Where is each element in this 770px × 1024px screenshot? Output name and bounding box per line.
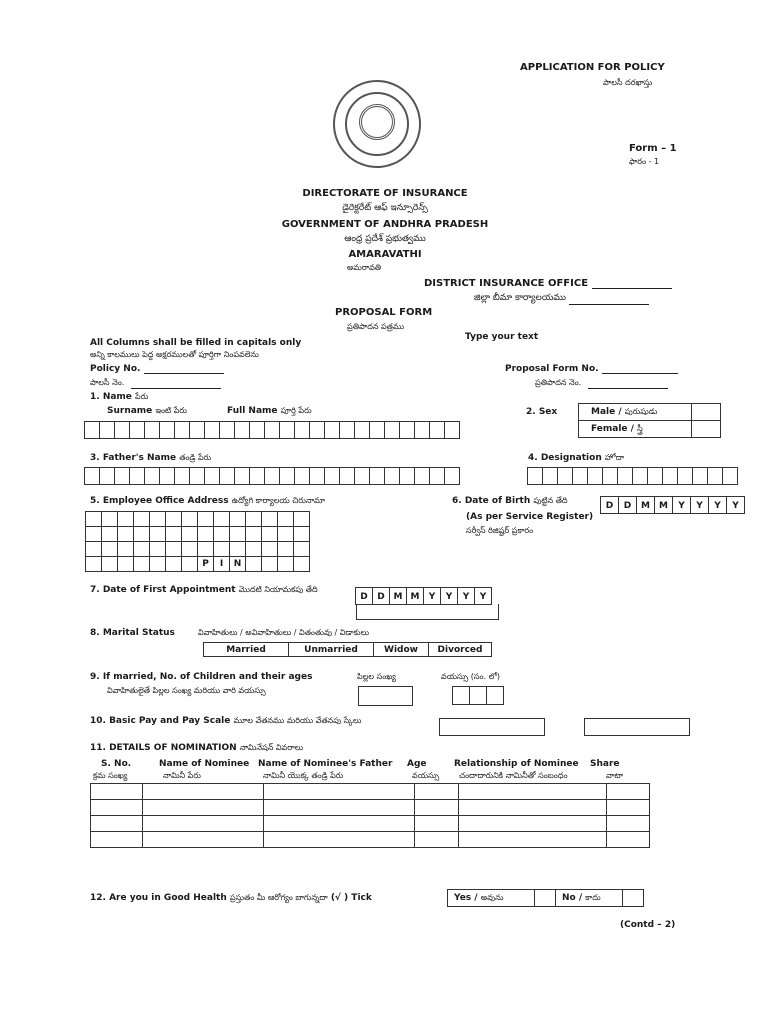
policy-no-te: పాలసీ నెం. [90, 378, 125, 387]
nomination-col-header-te: చందాదారునికి నామినీతో సంబంధం [459, 771, 568, 780]
char-box[interactable] [204, 421, 220, 439]
male-checkbox[interactable] [692, 404, 721, 421]
dept-te: డైరెక్టరేట్ ఆఫ్ ఇన్సూరెన్స్ [342, 203, 428, 213]
pay-scale-box[interactable] [584, 718, 690, 736]
pin-label-box: P [198, 557, 214, 572]
designation-label-te: హోదా [604, 453, 625, 462]
nomination-cell[interactable] [143, 784, 264, 800]
proposal-no-row [505, 364, 678, 374]
health-tick-label: (√ ) Tick [330, 893, 372, 903]
address-char-box[interactable] [262, 512, 278, 527]
children-count-box[interactable] [358, 686, 413, 706]
health-yes-option [448, 890, 535, 907]
children-label-te: వివాహితులైతే పిల్లల సంఖ్య మరియు వారి వయస్సు [107, 686, 266, 695]
address-char-box[interactable] [294, 542, 310, 557]
address-char-box[interactable] [102, 512, 118, 527]
char-box[interactable] [99, 421, 115, 439]
char-box[interactable] [234, 421, 250, 439]
district-office-te: జిల్లా బీమా కార్యాలయము [474, 293, 567, 303]
char-box[interactable] [309, 467, 325, 485]
nomination-cell[interactable] [607, 800, 650, 816]
nomination-cell[interactable] [415, 784, 459, 800]
policy-no-row [90, 364, 224, 374]
nomination-cell[interactable] [264, 832, 415, 848]
basic-pay-box[interactable] [439, 718, 545, 736]
health-label-row [90, 893, 372, 904]
govt-en: GOVERNMENT OF ANDHRA PRADESH [281, 219, 489, 230]
father-boxes [85, 467, 460, 485]
address-char-box[interactable] [134, 557, 150, 572]
health-no-label: No / [562, 892, 583, 903]
char-box[interactable] [369, 467, 385, 485]
female-label: Female / [591, 423, 634, 434]
form-number-te: ఫారం - 1 [629, 157, 660, 166]
address-char-box[interactable] [134, 542, 150, 557]
name-label-row [90, 392, 148, 403]
father-label: 3. Father's Name [90, 453, 177, 463]
address-char-box[interactable] [230, 512, 246, 527]
city-te: అమరావతి [347, 263, 382, 272]
address-char-box[interactable] [198, 542, 214, 557]
dob-note-te: సర్వీస్ రిజిష్టర్ ప్రకారం [466, 526, 534, 535]
surname-label: Surname [107, 406, 153, 416]
address-char-box[interactable] [150, 512, 166, 527]
char-box[interactable] [159, 421, 175, 439]
health-no-label-te: కాదు [585, 892, 601, 902]
address-char-box[interactable] [278, 542, 294, 557]
health-yes-label-te: అవును [480, 892, 504, 902]
address-char-box[interactable] [294, 512, 310, 527]
dob-boxes [601, 496, 745, 514]
date-part-box[interactable]: Y [423, 587, 441, 605]
char-box[interactable] [114, 467, 130, 485]
surname-label-te: ఇంటి పేరు [155, 406, 187, 415]
marital-option[interactable]: Married [204, 643, 289, 657]
char-box[interactable] [324, 467, 340, 485]
date-part-box[interactable]: Y [690, 496, 709, 514]
nomination-col-header: Age [407, 759, 427, 769]
marital-option[interactable]: Divorced [429, 643, 492, 657]
district-office [424, 278, 672, 289]
contd-label: (Contd – 2) [620, 920, 676, 930]
policy-no-te-row [90, 378, 221, 389]
char-box[interactable] [399, 467, 415, 485]
appt-boxes [356, 587, 492, 605]
char-box[interactable] [572, 467, 588, 485]
pin-label-box: N [230, 557, 246, 572]
address-char-box[interactable] [118, 527, 134, 542]
type-your-text[interactable]: Type your text [465, 332, 539, 342]
address-grid [85, 511, 310, 572]
nomination-label-row [90, 743, 303, 754]
address-char-box[interactable] [102, 527, 118, 542]
address-char-box[interactable] [166, 527, 182, 542]
health-no-option [556, 890, 623, 907]
designation-boxes [528, 467, 738, 485]
proposal-no-field[interactable] [602, 373, 678, 374]
pin-label-box: I [214, 557, 230, 572]
children-label: 9. If married, No. of Children and their ages [90, 672, 313, 682]
char-box[interactable] [429, 467, 445, 485]
proposal-form-title: PROPOSAL FORM [335, 307, 433, 318]
address-char-box[interactable] [262, 542, 278, 557]
policy-no-te-field[interactable] [131, 388, 221, 389]
char-box[interactable] [189, 421, 205, 439]
address-char-box[interactable] [166, 557, 182, 572]
city-en: AMARAVATHI [348, 249, 422, 260]
char-box[interactable] [662, 467, 678, 485]
char-box[interactable] [159, 467, 175, 485]
address-char-box[interactable] [86, 512, 102, 527]
char-box[interactable] [279, 421, 295, 439]
address-char-box[interactable] [262, 527, 278, 542]
char-box[interactable] [369, 421, 385, 439]
char-box[interactable] [602, 467, 618, 485]
char-box[interactable] [339, 467, 355, 485]
char-box[interactable] [309, 421, 325, 439]
nomination-cell[interactable] [143, 800, 264, 816]
address-char-box[interactable] [86, 527, 102, 542]
address-char-box[interactable] [294, 557, 310, 572]
pay-label: 10. Basic Pay and Pay Scale [90, 716, 231, 726]
health-label: 12. Are you in Good Health [90, 893, 227, 903]
nomination-cell[interactable] [264, 816, 415, 832]
address-label: 5. Employee Office Address [90, 496, 229, 506]
date-part-box[interactable]: Y [440, 587, 458, 605]
nomination-col-header-te: నామినీ యొక్క తండ్రి పేరు [263, 771, 344, 780]
address-char-box[interactable] [102, 557, 118, 572]
address-char-box[interactable] [182, 527, 198, 542]
nomination-cell[interactable] [607, 784, 650, 800]
nomination-cell[interactable] [91, 800, 143, 816]
nomination-col-header: Name of Nominee's Father [258, 759, 393, 769]
proposal-form-title-te: ప్రతిపాదన పత్రము [347, 322, 405, 331]
char-box[interactable] [294, 467, 310, 485]
char-box[interactable] [557, 467, 573, 485]
fullname-label: Full Name [227, 406, 278, 416]
address-char-box[interactable] [294, 527, 310, 542]
address-char-box[interactable] [118, 557, 134, 572]
address-char-box[interactable] [166, 542, 182, 557]
date-part-box[interactable]: M [406, 587, 424, 605]
address-char-box[interactable] [102, 542, 118, 557]
dob-label-row [452, 496, 568, 507]
address-char-box[interactable] [278, 512, 294, 527]
nomination-cell[interactable] [91, 816, 143, 832]
address-char-box[interactable] [230, 527, 246, 542]
nomination-table [90, 783, 650, 848]
date-part-box[interactable]: Y [708, 496, 727, 514]
caps-instruction-te: అన్ని కాలములు పెద్ద అక్షరములతో పూర్తిగా నింపవలెను [90, 350, 259, 359]
marital-label: 8. Marital Status [90, 628, 175, 638]
date-part-box[interactable]: D [355, 587, 373, 605]
char-box[interactable] [264, 467, 280, 485]
male-option [579, 404, 692, 421]
dob-label: 6. Date of Birth [452, 496, 531, 506]
char-box[interactable] [444, 467, 460, 485]
nomination-cell[interactable] [607, 816, 650, 832]
nomination-col-header: Relationship of Nominee [454, 759, 579, 769]
char-box[interactable] [384, 467, 400, 485]
char-box[interactable] [354, 467, 370, 485]
char-box[interactable] [692, 467, 708, 485]
name-label-te: పేరు [135, 392, 149, 401]
district-office-en: DISTRICT INSURANCE OFFICE [424, 278, 589, 289]
address-char-box[interactable] [246, 512, 262, 527]
char-box[interactable] [444, 421, 460, 439]
health-label-te: ప్రస్తుతం మీ ఆరోగ్యం బాగున్నదా [229, 893, 328, 902]
form-number-en: Form – 1 [629, 143, 677, 154]
address-char-box[interactable] [214, 512, 230, 527]
nomination-cell[interactable] [459, 816, 607, 832]
char-box[interactable] [542, 467, 558, 485]
table-row [91, 816, 650, 832]
health-table [447, 889, 644, 907]
proposal-no-te: ప్రతిపాదన నెం. [535, 378, 582, 387]
date-part-box[interactable]: D [618, 496, 637, 514]
char-box[interactable] [264, 421, 280, 439]
nomination-col-header-te: వయస్సు [412, 771, 440, 780]
char-box[interactable] [219, 467, 235, 485]
table-row [91, 784, 650, 800]
age-box[interactable] [470, 687, 487, 705]
date-part-box[interactable]: M [636, 496, 655, 514]
address-char-box[interactable] [150, 542, 166, 557]
char-box[interactable] [144, 467, 160, 485]
address-char-box[interactable] [86, 542, 102, 557]
designation-label: 4. Designation [528, 453, 602, 463]
char-box[interactable] [99, 467, 115, 485]
caps-instruction: All Columns shall be filled in capitals only [90, 338, 302, 348]
health-yes-label: Yes / [454, 892, 478, 903]
proposal-no-te-row [535, 378, 668, 389]
nomination-cell[interactable] [143, 832, 264, 848]
address-char-box[interactable] [246, 542, 262, 557]
appt-label: 7. Date of First Appointment [90, 585, 236, 595]
marital-option[interactable]: Widow [374, 643, 429, 657]
policy-no-label: Policy No. [90, 364, 141, 374]
title-te: పాలసీ దరఖాస్తు [603, 78, 653, 87]
nomination-cell[interactable] [459, 800, 607, 816]
address-label-te: ఉద్యోగి కార్యాలయ చిరునామా [231, 496, 325, 505]
policy-no-field[interactable] [144, 373, 224, 374]
children-count-te: పిల్లల సంఖ్య [357, 672, 396, 681]
children-age-boxes [452, 686, 504, 705]
surname-label-row [107, 406, 187, 417]
char-box[interactable] [114, 421, 130, 439]
age-box[interactable] [487, 687, 504, 705]
char-box[interactable] [249, 467, 265, 485]
address-char-box[interactable] [278, 557, 294, 572]
address-char-box[interactable] [182, 542, 198, 557]
nomination-cell[interactable] [459, 832, 607, 848]
health-yes-checkbox[interactable] [535, 890, 556, 907]
ap-govt-emblem [333, 80, 421, 168]
table-row [91, 800, 650, 816]
address-char-box[interactable] [134, 527, 150, 542]
date-part-box[interactable]: M [654, 496, 673, 514]
appt-label-row [90, 585, 318, 596]
char-box[interactable] [429, 421, 445, 439]
district-office-te-field[interactable] [569, 304, 649, 305]
char-box[interactable] [324, 421, 340, 439]
name-boxes [85, 421, 460, 439]
marital-options-table [203, 642, 492, 657]
title-en: APPLICATION FOR POLICY [520, 62, 665, 73]
nomination-label: 11. DETAILS OF NOMINATION [90, 743, 237, 753]
char-box[interactable] [354, 421, 370, 439]
nomination-cell[interactable] [264, 784, 415, 800]
char-box[interactable] [174, 421, 190, 439]
address-char-box[interactable] [150, 527, 166, 542]
nomination-cell[interactable] [415, 800, 459, 816]
pay-label-row [90, 716, 361, 727]
emblem-center [359, 104, 395, 140]
address-char-box[interactable] [182, 512, 198, 527]
date-part-box[interactable]: M [389, 587, 407, 605]
char-box[interactable] [707, 467, 723, 485]
nomination-cell[interactable] [415, 832, 459, 848]
appt-label-te: మొదటి నియామకపు తేది [238, 585, 318, 594]
nomination-cell[interactable] [91, 784, 143, 800]
address-char-box[interactable] [214, 527, 230, 542]
dob-note: (As per Service Register) [466, 512, 594, 522]
char-box[interactable] [219, 421, 235, 439]
father-label-te: తండ్రి పేరు [179, 453, 212, 462]
address-char-box[interactable] [198, 512, 214, 527]
children-age-te: వయస్సు (సం. లో) [441, 672, 501, 681]
father-label-row [90, 453, 211, 464]
date-part-box[interactable]: Y [726, 496, 745, 514]
date-part-box[interactable]: Y [474, 587, 492, 605]
address-char-box[interactable] [214, 542, 230, 557]
fullname-label-row [227, 406, 312, 417]
dob-label-te: పుట్టిన తేది [533, 496, 568, 505]
address-char-box[interactable] [118, 542, 134, 557]
male-label: Male / [591, 406, 622, 417]
address-char-box[interactable] [230, 542, 246, 557]
char-box[interactable] [129, 421, 145, 439]
address-char-box[interactable] [182, 557, 198, 572]
char-box[interactable] [339, 421, 355, 439]
nomination-label-te: నామినేషన్ వివరాలు [239, 743, 304, 752]
govt-te: ఆంధ్ర ప్రదేశ్ ప్రభుత్వము [344, 234, 426, 244]
char-box[interactable] [189, 467, 205, 485]
appt-entry-row[interactable] [356, 604, 499, 620]
pay-label-te: మూల వేతనము మరియు వేతనపు స్కేలు [233, 716, 362, 725]
char-box[interactable] [399, 421, 415, 439]
char-box[interactable] [84, 467, 100, 485]
district-office-field[interactable] [592, 288, 672, 289]
male-label-te: పురుషుడు [624, 406, 658, 416]
nomination-col-header: Name of Nominee [159, 759, 250, 769]
date-part-box[interactable]: Y [672, 496, 691, 514]
female-checkbox[interactable] [692, 421, 721, 438]
nomination-cell[interactable] [415, 816, 459, 832]
char-box[interactable] [249, 421, 265, 439]
marital-option[interactable]: Unmarried [289, 643, 374, 657]
marital-label-te: వివాహితులు / అవివాహితులు / వితంతువు / విడాకులు [198, 628, 370, 637]
address-char-box[interactable] [278, 527, 294, 542]
name-label: 1. Name [90, 392, 132, 402]
char-box[interactable] [384, 421, 400, 439]
address-char-box[interactable] [86, 557, 102, 572]
proposal-no-label: Proposal Form No. [505, 364, 599, 374]
table-row [91, 832, 650, 848]
address-char-box[interactable] [118, 512, 134, 527]
char-box[interactable] [174, 467, 190, 485]
char-box[interactable] [294, 421, 310, 439]
char-box[interactable] [632, 467, 648, 485]
proposal-no-te-field[interactable] [588, 388, 668, 389]
char-box[interactable] [722, 467, 738, 485]
char-box[interactable] [587, 467, 603, 485]
char-box[interactable] [279, 467, 295, 485]
char-box[interactable] [617, 467, 633, 485]
char-box[interactable] [84, 421, 100, 439]
nomination-cell[interactable] [264, 800, 415, 816]
date-part-box[interactable]: D [600, 496, 619, 514]
char-box[interactable] [527, 467, 543, 485]
sex-table [578, 403, 721, 438]
address-char-box[interactable] [150, 557, 166, 572]
nomination-col-header-te: క్రమ సంఖ్య [93, 771, 128, 780]
nomination-col-header: Share [590, 759, 620, 769]
nomination-col-header-te: వాటా [606, 771, 624, 780]
date-part-box[interactable]: Y [457, 587, 475, 605]
district-office-te-row [474, 293, 649, 305]
nomination-col-header: S. No. [101, 759, 132, 769]
char-box[interactable] [204, 467, 220, 485]
address-char-box[interactable] [246, 527, 262, 542]
address-char-box[interactable] [166, 512, 182, 527]
char-box[interactable] [234, 467, 250, 485]
dept-en: DIRECTORATE OF INSURANCE [302, 188, 468, 199]
fullname-label-te: పూర్తి పేరు [280, 406, 312, 415]
nomination-cell[interactable] [459, 784, 607, 800]
nomination-col-header-te: నామినీ పేరు [163, 771, 201, 780]
char-box[interactable] [677, 467, 693, 485]
char-box[interactable] [414, 467, 430, 485]
age-box[interactable] [453, 687, 470, 705]
nomination-cell[interactable] [143, 816, 264, 832]
address-char-box[interactable] [246, 557, 262, 572]
date-part-box[interactable]: D [372, 587, 390, 605]
nomination-cell[interactable] [91, 832, 143, 848]
female-option [579, 421, 692, 438]
address-char-box[interactable] [198, 527, 214, 542]
char-box[interactable] [647, 467, 663, 485]
char-box[interactable] [129, 467, 145, 485]
female-label-te: స్త్రీ [637, 423, 643, 433]
address-char-box[interactable] [134, 512, 150, 527]
health-no-checkbox[interactable] [623, 890, 644, 907]
char-box[interactable] [144, 421, 160, 439]
designation-label-row [528, 453, 624, 464]
address-char-box[interactable] [262, 557, 278, 572]
address-label-row [90, 496, 325, 507]
nomination-cell[interactable] [607, 832, 650, 848]
sex-label: 2. Sex [526, 407, 558, 417]
char-box[interactable] [414, 421, 430, 439]
